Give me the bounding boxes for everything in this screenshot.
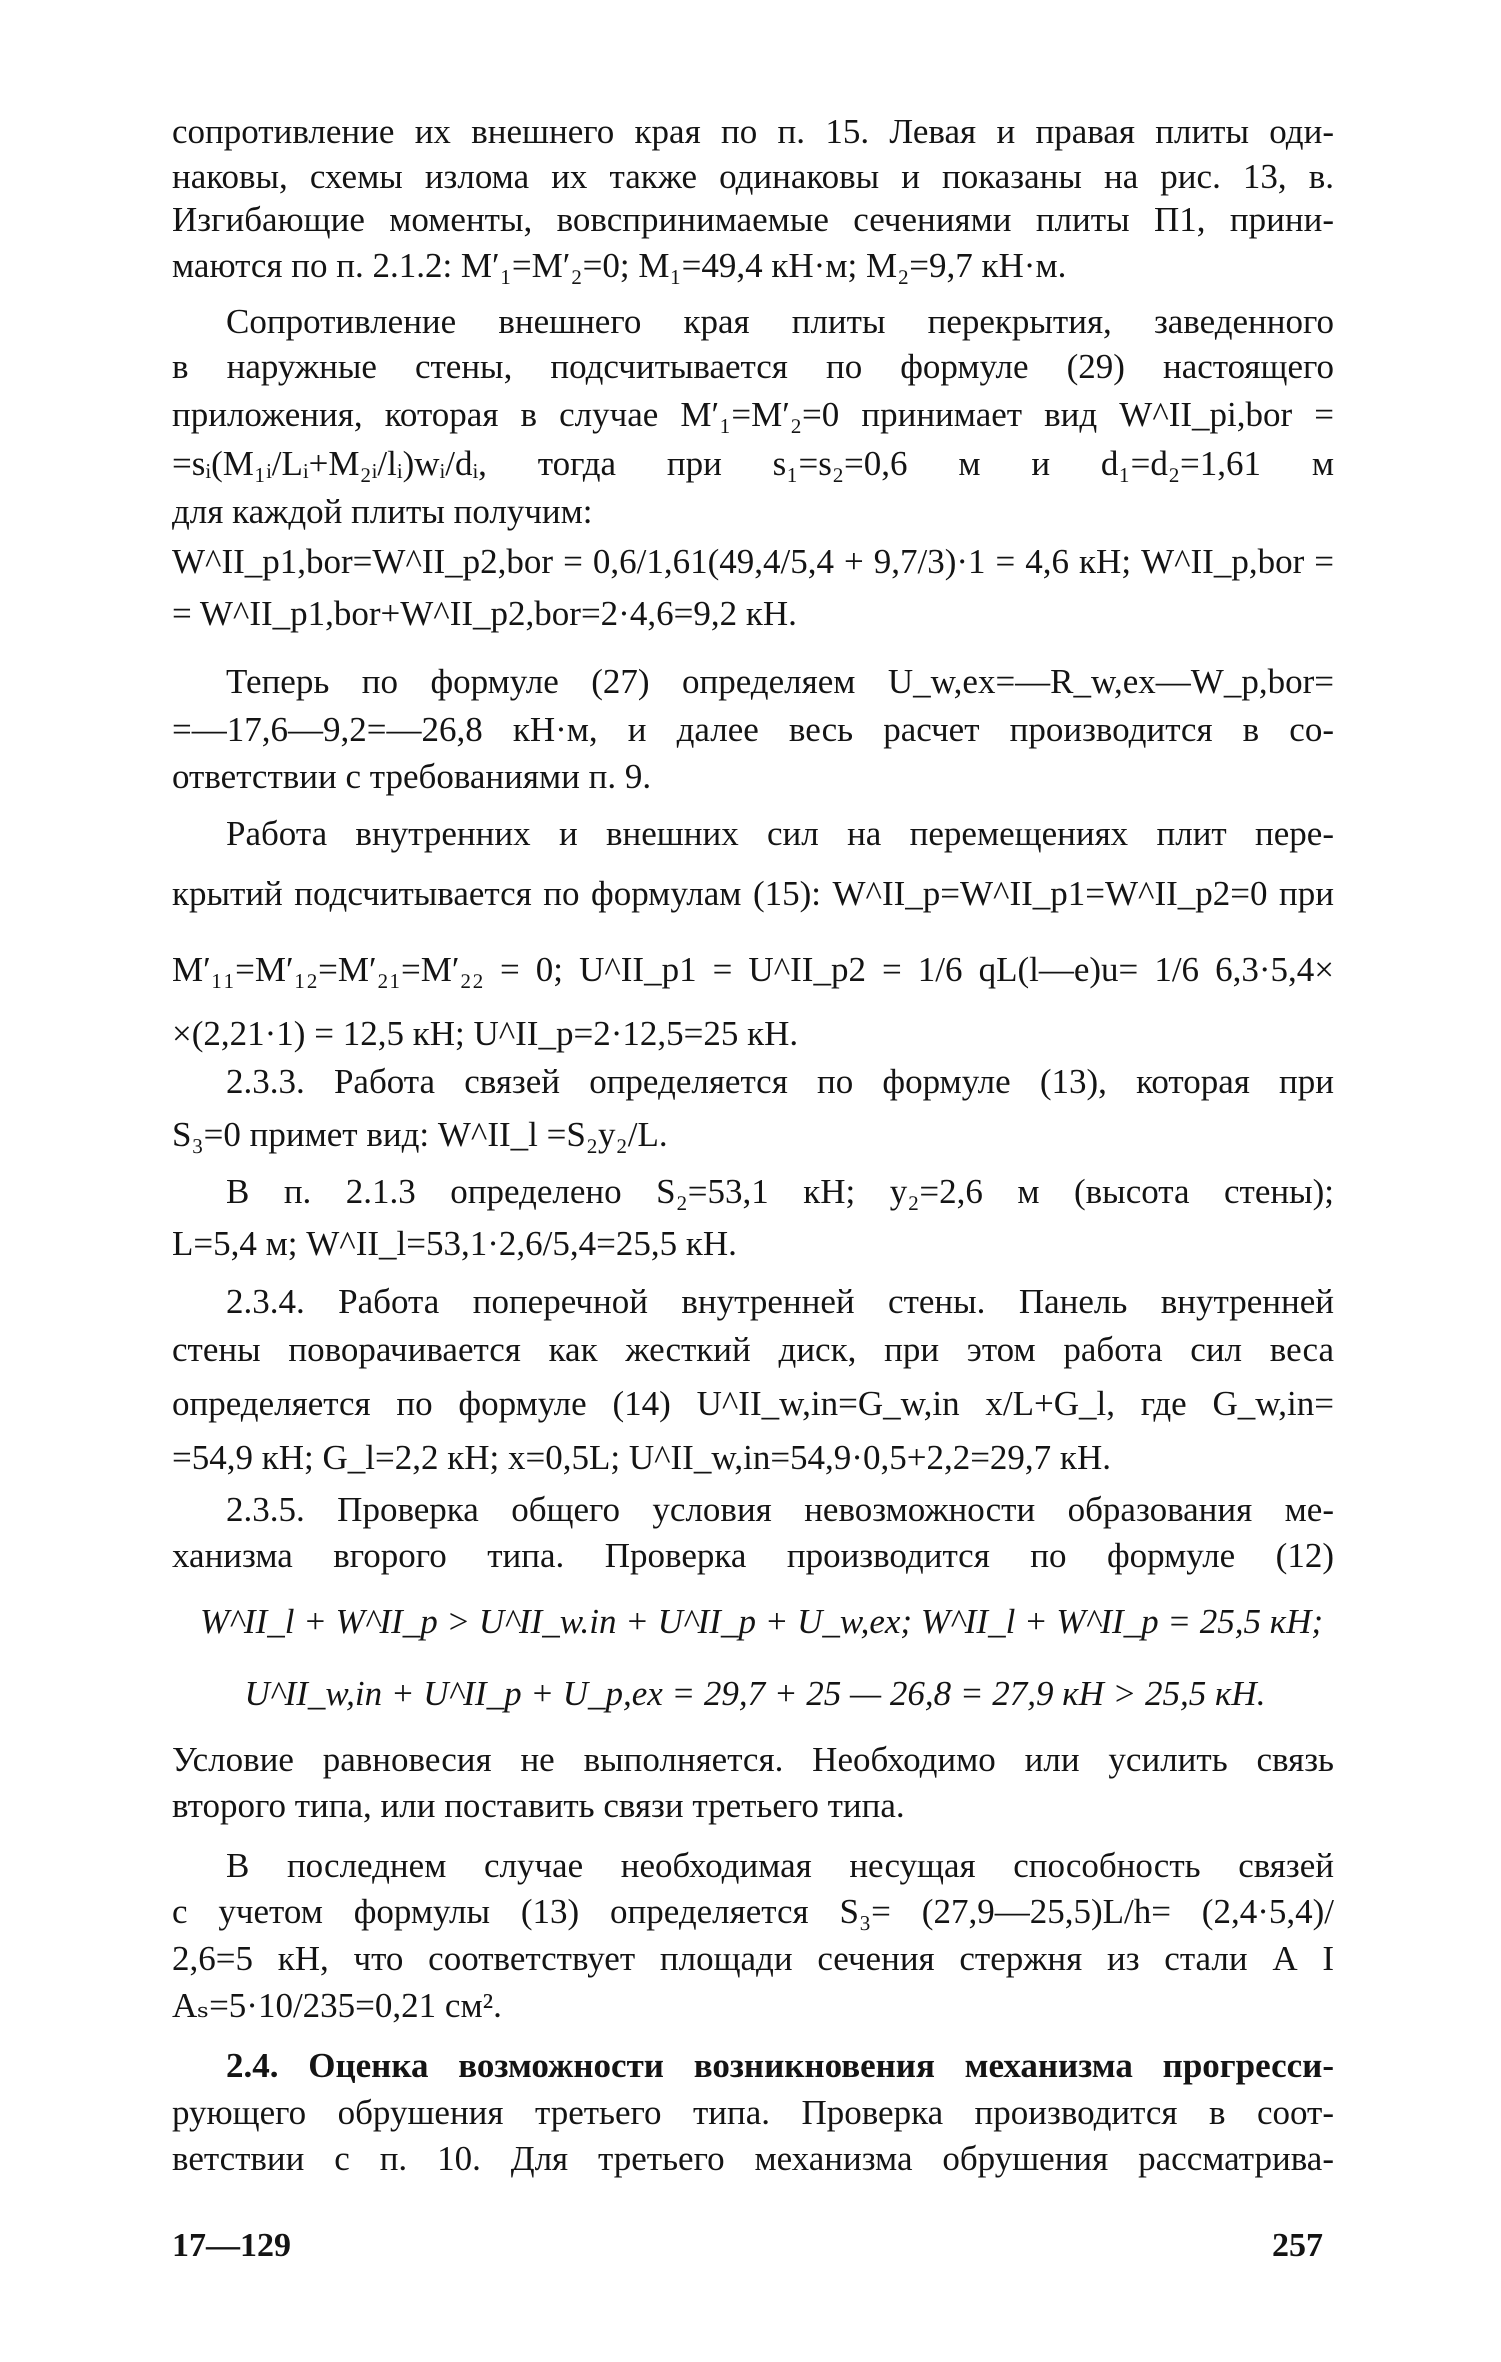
text-line: стены поворачивается как жесткий диск, при этом работа сил веса: [172, 1330, 1334, 1369]
signature-mark: 17—129: [172, 2227, 291, 2264]
text-line: Условие равновесия не выполняется. Необходимо или усилить связь: [172, 1740, 1334, 1779]
text-line: крытий подсчитывается по формулам (15): W^II_p=W^II_p1=W^II_p2=0 при: [172, 874, 1334, 913]
text-line: M′₁₁=M′₁₂=M′₂₁=M′₂₂ = 0; U^II_p1 = U^II_p2 = 1/6 qL(l—e)u= 1/6 6,3·5,4×: [172, 950, 1334, 989]
text-line: Aₛ=5·10/235=0,21 см².: [172, 1986, 502, 2025]
text-line: для каждой плиты получим:: [172, 492, 593, 531]
text-line: ответствии с требованиями п. 9.: [172, 757, 652, 796]
text-line: = W^II_p1,bor+W^II_p2,bor=2·4,6=9,2 кН.: [172, 594, 797, 633]
text-line: наковы, схемы излома их также одинаковы и показаны на рис. 13, в.: [172, 157, 1334, 196]
text-line: В п. 2.1.3 определено S₂=53,1 кН; y₂=2,6 м (высота стены);: [226, 1172, 1334, 1211]
text-line: ханизма вгорого типа. Проверка производится по формуле (12): [172, 1536, 1334, 1575]
text-line: в наружные стены, подсчитывается по формуле (29) настоящего: [172, 347, 1334, 386]
text-line: W^II_p1,bor=W^II_p2,bor = 0,6/1,61(49,4/5,4 + 9,7/3)·1 = 4,6 кН; W^II_p,bor =: [172, 542, 1334, 581]
text-line: Сопротивление внешнего края плиты перекрытия, заведенного: [226, 302, 1334, 341]
text-line: 2.3.5. Проверка общего условия невозможности образования ме-: [226, 1490, 1334, 1529]
page-number: 257: [1272, 2227, 1323, 2264]
text-line: приложения, которая в случае M′₁=M′₂=0 принимает вид W^II_pi,bor =: [172, 395, 1334, 434]
text-line: ветствии с п. 10. Для третьего механизма обрушения рассматрива-: [172, 2139, 1334, 2178]
text-line: S₃=0 примет вид: W^II_l =S₂y₂/L.: [172, 1115, 668, 1154]
section-heading-line: 2.4. Оценка возможности возникновения механизма прогресси-: [226, 2046, 1334, 2085]
text-line: В последнем случае необходимая несущая способность связей: [226, 1846, 1334, 1885]
text-line: Работа внутренних и внешних сил на перемещениях плит пере-: [226, 814, 1334, 853]
text-line: =—17,6—9,2=—26,8 кН·м, и далее весь расчет производится в со-: [172, 710, 1334, 749]
text-line: сопротивление их внешнего края по п. 15. Левая и правая плиты оди-: [172, 112, 1334, 151]
text-line: второго типа, или поставить связи третьего типа.: [172, 1786, 905, 1825]
text-line: Теперь по формуле (27) определяем U_w,ex=—R_w,ex—W_p,bor=: [226, 662, 1334, 701]
text-line: с учетом формулы (13) определяется S₃= (27,9—25,5)L/h= (2,4·5,4)/: [172, 1892, 1334, 1931]
text-line: Изгибающие моменты, вовспринимаемые сечениями плиты П1, прини-: [172, 200, 1334, 239]
formula-line: W^II_l + W^II_p > U^II_w.in + U^II_p + U_w,ex; W^II_l + W^II_p = 25,5 кН;: [200, 1602, 1324, 1641]
text-line: L=5,4 м; W^II_l=53,1·2,6/5,4=25,5 кН.: [172, 1224, 737, 1263]
text-line: 2,6=5 кН, что соответствует площади сечения стержня из стали А I: [172, 1939, 1334, 1978]
text-line: рующего обрушения третьего типа. Проверка производится в соот-: [172, 2093, 1334, 2132]
text-line: 2.3.4. Работа поперечной внутренней стены. Панель внутренней: [226, 1282, 1334, 1321]
text-line: определяется по формуле (14) U^II_w,in=G_w,in x/L+G_l, где G_w,in=: [172, 1384, 1334, 1423]
text-line: =sᵢ(M₁ᵢ/Lᵢ+M₂ᵢ/lᵢ)wᵢ/dᵢ, тогда при s₁=s₂=0,6 м и d₁=d₂=1,61 м: [172, 444, 1334, 483]
formula-line: U^II_w,in + U^II_p + U_p,ex = 29,7 + 25 — 26,8 = 27,9 кН > 25,5 кН.: [244, 1674, 1266, 1713]
text-line: маются по п. 2.1.2: M′₁=M′₂=0; M₁=49,4 кН·м; M₂=9,7 кН·м.: [172, 246, 1067, 285]
text-line: 2.3.3. Работа связей определяется по формуле (13), которая при: [226, 1062, 1334, 1101]
text-line: ×(2,21·1) = 12,5 кН; U^II_p=2·12,5=25 кН.: [172, 1014, 799, 1053]
text-line: =54,9 кН; G_l=2,2 кН; x=0,5L; U^II_w,in=54,9·0,5+2,2=29,7 кН.: [172, 1438, 1111, 1477]
